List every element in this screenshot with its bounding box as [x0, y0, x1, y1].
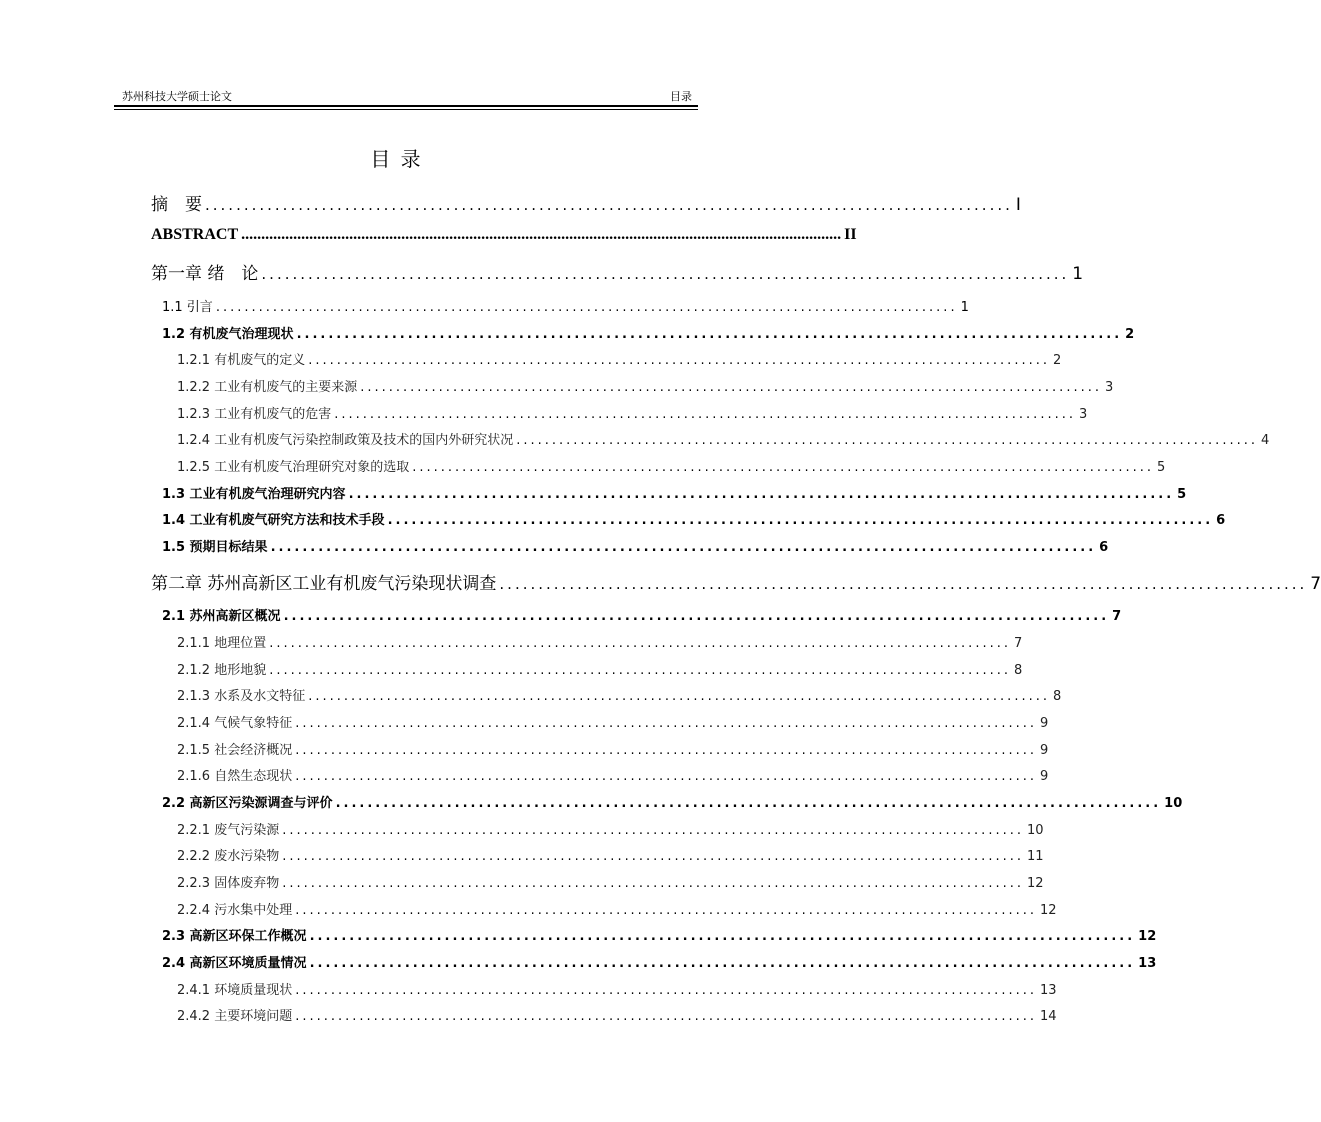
toc-entry-text: 2.2.1 废气污染源	[177, 823, 280, 838]
toc-leader-dots: ........................................................................................................	[335, 796, 1162, 811]
toc-entry-text: 2.4.1 环境质量现状	[177, 983, 293, 998]
toc-entry[interactable]	[151, 259, 1084, 284]
toc-entry-text: 1.2.5 工业有机废气治理研究对象的选取	[177, 460, 410, 475]
toc-entry-page: 3	[1104, 380, 1114, 395]
toc-entry-text: 2.1.4 气候气象特征	[177, 716, 293, 731]
toc-entry-page: 1	[1072, 264, 1084, 284]
toc-entry[interactable]	[177, 899, 1057, 918]
toc-leader-dots: ......................................................................................................................................................	[241, 226, 842, 243]
toc-entry-page: 6	[1216, 513, 1226, 528]
toc-leader-dots: ........................................................................................................	[499, 575, 1308, 593]
toc-entry-page: 8	[1052, 689, 1062, 704]
toc-entry[interactable]	[162, 792, 1183, 811]
toc-entry-text: 2.4.2 主要环境问题	[177, 1009, 293, 1024]
header-thesis-title: 苏州科技大学硕士论文	[122, 90, 232, 103]
toc-entry-page: 13	[1138, 956, 1157, 971]
toc-entry-page: 12	[1138, 929, 1157, 944]
toc-entry[interactable]	[177, 632, 1023, 651]
toc-leader-dots: ........................................................................................................	[282, 823, 1024, 838]
toc-entry[interactable]	[151, 190, 1021, 215]
toc-entry-page: 7	[1013, 636, 1023, 651]
toc-entry-page: 11	[1026, 849, 1044, 864]
toc-entry[interactable]	[177, 979, 1057, 998]
toc-entry-text: 1.2.3 工业有机废气的危害	[177, 407, 332, 422]
toc-entry-page: 5	[1156, 460, 1166, 475]
toc-leader-dots: ........................................................................................................	[282, 876, 1024, 891]
toc-entry-text: 摘 要	[151, 195, 202, 215]
toc-leader-dots: ........................................................................................................	[412, 460, 1154, 475]
toc-entry-page: 12	[1039, 903, 1057, 918]
toc-entry-page: 9	[1039, 743, 1049, 758]
toc-entry[interactable]	[177, 819, 1044, 838]
page-title: 目 录	[370, 147, 423, 171]
toc-entry-page: 12	[1026, 876, 1044, 891]
toc-entry[interactable]	[177, 349, 1062, 368]
toc-entry[interactable]	[162, 296, 969, 315]
toc-entry-text: 2.1.6 自然生态现状	[177, 769, 293, 784]
toc-leader-dots: ........................................................................................................	[308, 353, 1050, 368]
toc-entry-text: 2.2.2 废水污染物	[177, 849, 280, 864]
toc-entry-text: 1.2.4 工业有机废气污染控制政策及技术的国内外研究状况	[177, 433, 514, 448]
toc-entry-text: 2.2 高新区污染源调查与评价	[162, 796, 333, 811]
toc-entry-text: 1.2 有机废气治理现状	[162, 327, 294, 342]
toc-leader-dots: ........................................................................................................	[295, 983, 1037, 998]
toc-entry-page: 10	[1026, 823, 1044, 838]
toc-entry-text: 2.3 高新区环保工作概况	[162, 929, 307, 944]
toc-entry-page: 14	[1039, 1009, 1057, 1024]
toc-entry-page: 1	[960, 300, 969, 315]
toc-entry-page: 5	[1177, 487, 1187, 502]
toc-entry[interactable]	[151, 226, 857, 244]
toc-leader-dots: ........................................................................................................	[308, 689, 1050, 704]
toc-entry-text: ABSTRACT	[151, 226, 239, 243]
toc-entry-page: 7	[1310, 574, 1321, 594]
toc-leader-dots: ........................................................................................................	[282, 849, 1024, 864]
toc-leader-dots: ........................................................................................................	[387, 513, 1214, 528]
toc-entry[interactable]	[162, 952, 1157, 971]
toc-entry-page: 10	[1164, 796, 1183, 811]
toc-leader-dots: ........................................................................................................	[205, 196, 1013, 214]
toc-leader-dots: ........................................................................................................	[348, 487, 1175, 502]
toc-entry[interactable]	[162, 605, 1122, 624]
toc-entry[interactable]	[162, 509, 1226, 528]
toc-entry[interactable]	[177, 429, 1270, 448]
toc-entry[interactable]	[177, 1005, 1057, 1024]
toc-entry[interactable]	[177, 659, 1023, 678]
toc-leader-dots: ........................................................................................................	[269, 636, 1011, 651]
toc-entry-page: 7	[1112, 609, 1122, 624]
toc-entry-text: 1.2.2 工业有机废气的主要来源	[177, 380, 358, 395]
toc-entry[interactable]	[162, 323, 1135, 342]
toc-entry[interactable]	[177, 456, 1166, 475]
toc-leader-dots: ........................................................................................................	[516, 433, 1258, 448]
toc-entry-text: 第二章 苏州高新区工业有机废气污染现状调查	[151, 574, 497, 594]
toc-entry-page: 2	[1052, 353, 1062, 368]
toc-entry-page: II	[844, 226, 857, 243]
toc-entry-page: 8	[1013, 663, 1023, 678]
toc-entry-text: 1.3 工业有机废气治理研究内容	[162, 487, 346, 502]
toc-entry-text: 1.2.1 有机废气的定义	[177, 353, 306, 368]
toc-leader-dots: ........................................................................................................	[309, 929, 1136, 944]
toc-leader-dots: ........................................................................................................	[215, 300, 958, 315]
toc-leader-dots: ........................................................................................................	[334, 407, 1076, 422]
toc-leader-dots: ........................................................................................................	[269, 663, 1011, 678]
toc-entry[interactable]	[177, 403, 1088, 422]
toc-entry-page: 2	[1125, 327, 1135, 342]
toc-leader-dots: ........................................................................................................	[295, 903, 1037, 918]
toc-entry-text: 2.2.3 固体废弃物	[177, 876, 280, 891]
toc-leader-dots: ........................................................................................................	[295, 743, 1037, 758]
toc-entry-text: 2.4 高新区环境质量情况	[162, 956, 307, 971]
toc-leader-dots: ........................................................................................................	[295, 1009, 1037, 1024]
toc-entry[interactable]	[162, 483, 1187, 502]
toc-entry-text: 2.1 苏州高新区概况	[162, 609, 281, 624]
toc-entry-page: 6	[1099, 540, 1109, 555]
header-section-label: 目录	[670, 90, 692, 103]
toc-entry[interactable]	[177, 872, 1044, 891]
toc-entry-text: 2.1.2 地形地貌	[177, 663, 267, 678]
toc-entry-text: 2.2.4 污水集中处理	[177, 903, 293, 918]
toc-entry[interactable]	[177, 376, 1114, 395]
toc-leader-dots: ........................................................................................................	[360, 380, 1102, 395]
toc-entry-text: 2.1.5 社会经济概况	[177, 743, 293, 758]
toc-entry-page: Ⅰ	[1015, 195, 1021, 215]
toc-entry-text: 2.1.3 水系及水文特征	[177, 689, 306, 704]
toc-leader-dots: ........................................................................................................	[283, 609, 1110, 624]
toc-entry-text: 1.5 预期目标结果	[162, 540, 268, 555]
toc-entry-text: 1.1 引言	[162, 300, 213, 315]
toc-entry[interactable]	[162, 925, 1157, 944]
toc-leader-dots: ........................................................................................................	[270, 540, 1097, 555]
toc-leader-dots: ........................................................................................................	[309, 956, 1136, 971]
toc-entry[interactable]	[177, 712, 1049, 731]
toc-leader-dots: ........................................................................................................	[295, 716, 1037, 731]
toc-entry-page: 9	[1039, 716, 1049, 731]
toc-entry-page: 13	[1039, 983, 1057, 998]
toc-entry-text: 2.1.1 地理位置	[177, 636, 267, 651]
toc-entry-page: 4	[1260, 433, 1270, 448]
toc-entry[interactable]	[177, 765, 1049, 784]
toc-leader-dots: ........................................................................................................	[295, 769, 1037, 784]
toc-entry[interactable]	[151, 569, 1321, 594]
toc-entry[interactable]	[177, 685, 1062, 704]
toc-entry-text: 第一章 绪 论	[151, 264, 259, 284]
toc-entry-page: 3	[1078, 407, 1088, 422]
toc-entry[interactable]	[177, 739, 1049, 758]
toc-entry[interactable]	[177, 845, 1044, 864]
toc-leader-dots: ........................................................................................................	[296, 327, 1123, 342]
toc-entry[interactable]	[162, 536, 1109, 555]
toc-entry-page: 9	[1039, 769, 1049, 784]
toc-leader-dots: ........................................................................................................	[261, 265, 1070, 283]
toc-entry-text: 1.4 工业有机废气研究方法和技术手段	[162, 513, 385, 528]
